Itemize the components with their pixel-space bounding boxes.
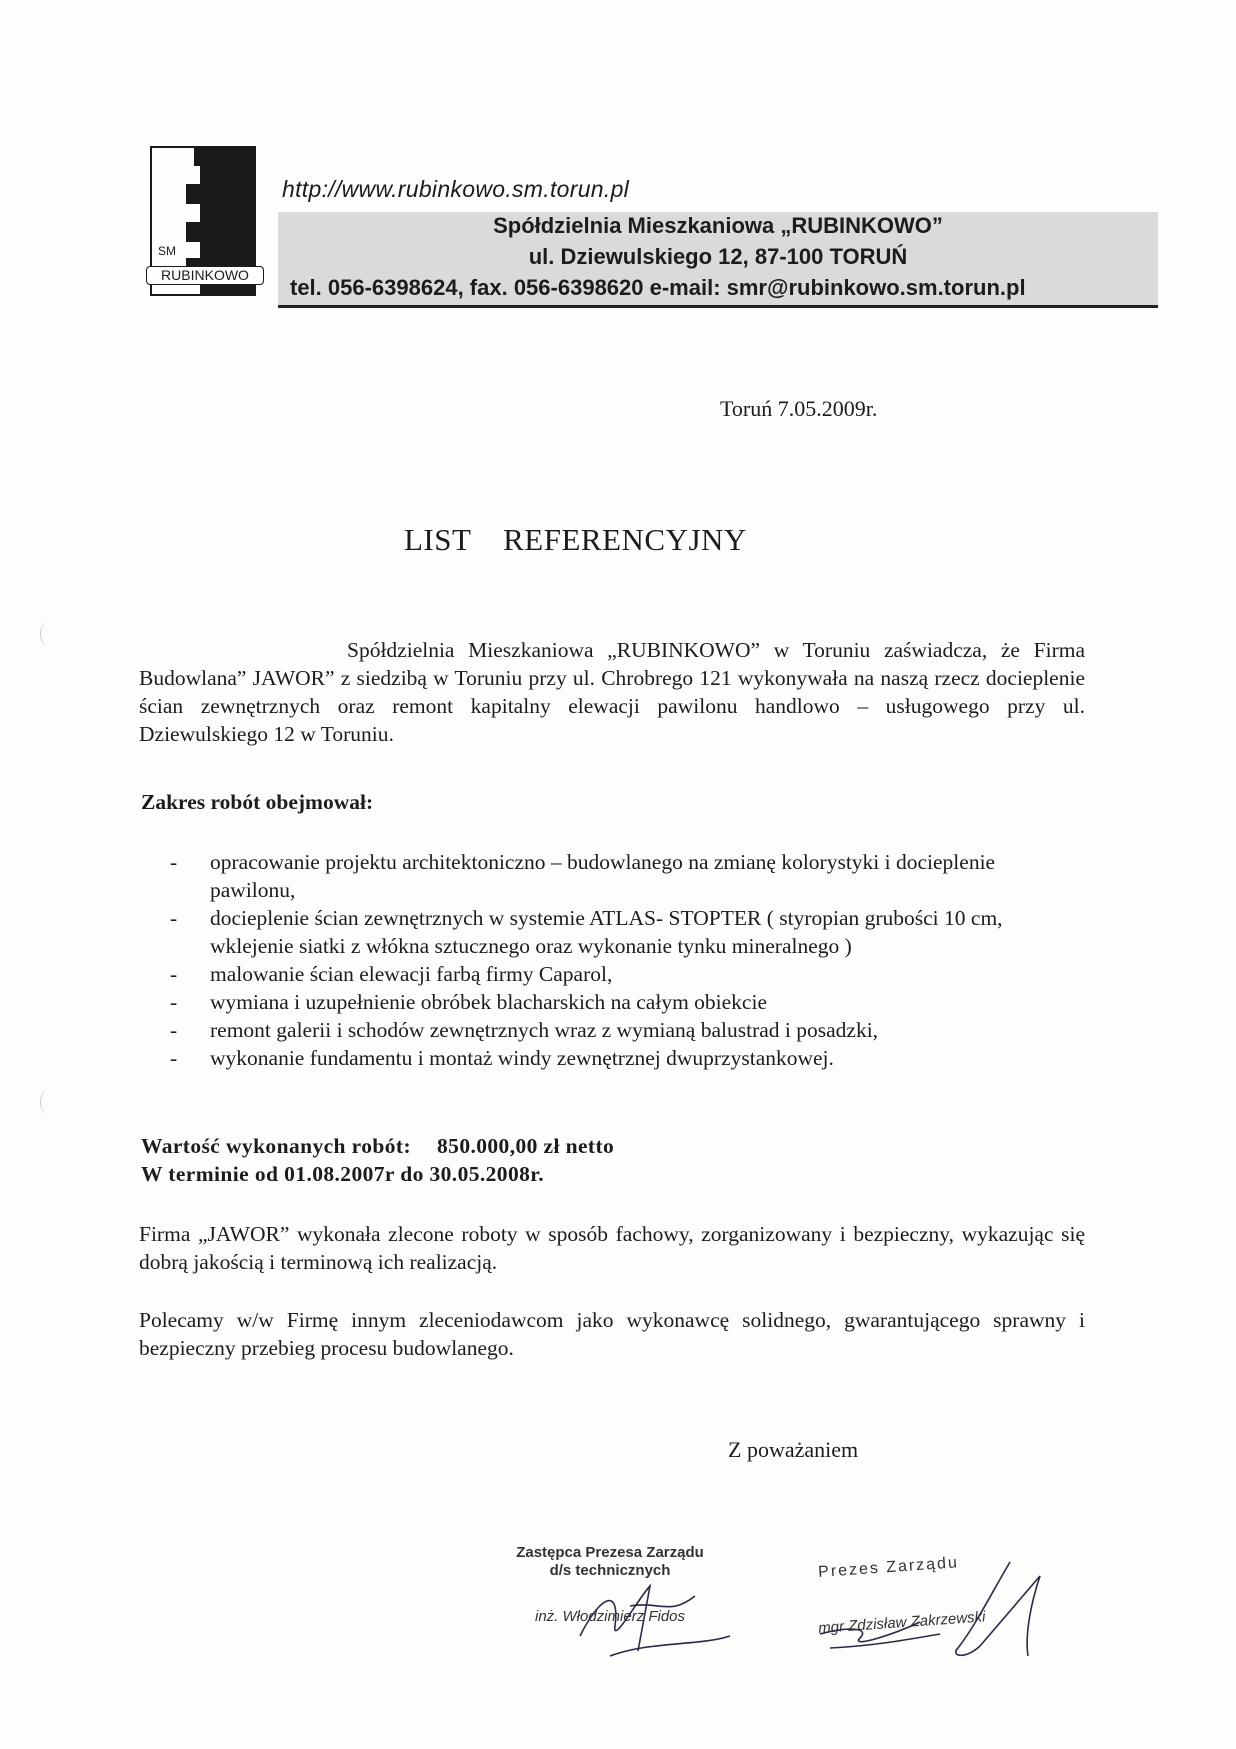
list-item-text: remont galerii i schodów zewnętrznych wraz z wymianą balustrad i posadzki, (210, 1018, 879, 1042)
term-line: W terminie od 01.08.2007r do 30.05.2008r. (141, 1162, 545, 1186)
document-title: LIST REFERENCYJNY (404, 522, 747, 557)
intro-paragraph: Spółdzielnia Mieszkaniowa „RUBINKOWO” w Toruniu zaświadcza, że Firma Budowlana” JAWOR” z siedzibą w Toruniu przy ul. Chrobrego 121 wykonywała na naszą rzecz docieplenie ścian zewnętrznych oraz remont kapitalny elewacji pawilonu handlowo – usługowego przy ul. Dziewulskiego 12 w Toruniu. (139, 638, 1085, 746)
scan-artifact (40, 622, 57, 646)
quality-paragraph: Firma „JAWOR” wykonała zlecone roboty w sposób fachowy, zorganizowany i bezpieczny, wykazując się dobrą jakością i terminową ich realizacją. (139, 1222, 1085, 1274)
stamp-line-dept: d/s technicznych (549, 1562, 671, 1579)
logo-name-text: RUBINKOWO (146, 266, 264, 285)
list-item-text: opracowanie projektu architektoniczno – budowlanego na zmianę kolorystyki i docieplenie pawilonu, (210, 850, 996, 902)
stamp-line-name: inż. Włodzimierz Fidos (534, 1608, 686, 1625)
list-item (168, 1016, 1028, 1044)
handwritten-signature-icon (520, 1556, 1060, 1666)
stamp-line-name: mgr Zdzisław Zakrzewski (817, 1608, 986, 1638)
bullet-dash: - (170, 990, 178, 1014)
closing-greeting: Z poważaniem (728, 1437, 859, 1462)
list-item (168, 848, 1028, 904)
list-item (168, 1044, 1028, 1072)
bullet-dash: - (170, 962, 178, 986)
recommendation-paragraph: Polecamy w/w Firmę innym zleceniodawcom jako wykonawcę solidnego, gwarantującego sprawny i bezpieczny przebieg procesu budowlanego. (139, 1308, 1085, 1360)
bullet-dash: - (170, 1018, 178, 1042)
list-item-text: malowanie ścian elewacji farbą firmy Caparol, (210, 962, 613, 986)
stamp-line-title: Prezes Zarządu (817, 1554, 960, 1582)
value-label: Wartość wykonanych robót: (141, 1134, 412, 1158)
logo-abbreviation: SM (158, 244, 176, 258)
letter-date: Toruń 7.05.2009r. (720, 396, 878, 421)
stamp-line-title: Zastępca Prezesa Zarządu (516, 1544, 704, 1561)
bullet-dash: - (170, 1046, 178, 1070)
list-item (168, 988, 1028, 1016)
scope-list (168, 848, 1028, 1072)
bullet-dash: - (170, 850, 178, 874)
list-item (168, 960, 1028, 988)
scan-artifact (40, 1090, 57, 1114)
scope-heading: Zakres robót obejmował: (141, 790, 374, 814)
list-item (168, 904, 1028, 960)
value-line (141, 1134, 614, 1159)
value-amount: 850.000,00 zł netto (437, 1134, 615, 1158)
organization-contact: tel. 056-6398624, fax. 056-6398620 e-mail: smr@rubinkowo.sm.torun.pl (290, 275, 1026, 300)
organization-address: ul. Dziewulskiego 12, 87-100 TORUŃ (528, 244, 908, 269)
list-item-text: wymiana i uzupełnienie obróbek blacharskich na całym obiekcie (210, 990, 767, 1014)
list-item-text: wykonanie fundamentu i montaż windy zewnętrznej dwuprzystankowej. (210, 1046, 834, 1070)
bullet-dash: - (170, 906, 178, 930)
organization-name: Spółdzielnia Mieszkaniowa „RUBINKOWO” (493, 213, 943, 238)
website-link[interactable]: http://www.rubinkowo.sm.torun.pl (282, 176, 630, 202)
letterhead-divider (278, 305, 1158, 308)
list-item-text: docieplenie ścian zewnętrznych w systemie ATLAS- STOPTER ( styropian grubości 10 cm, wklejenie siatki z włókna sztucznego oraz wykonanie tynku mineralnego ) (210, 906, 1003, 958)
logo-name (146, 266, 264, 286)
